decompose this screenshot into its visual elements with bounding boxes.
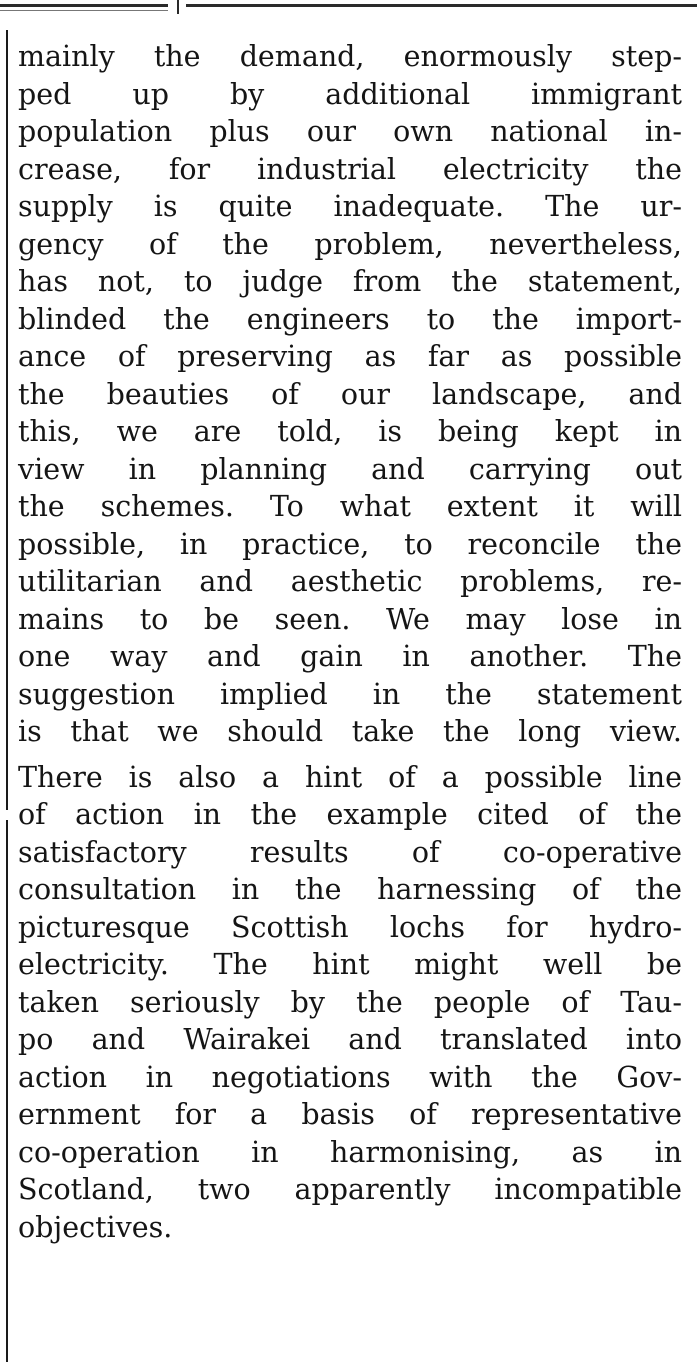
text-line: the schemes. To what extent it will bbox=[18, 490, 682, 523]
paragraph-1 bbox=[18, 38, 682, 751]
text-line: population plus our own national in- bbox=[18, 115, 682, 148]
text-line: taken seriously by the people of Tau- bbox=[18, 985, 682, 1019]
column-divider bbox=[177, 0, 179, 14]
text-line: utilitarian and aesthetic problems, re- bbox=[18, 565, 682, 598]
text-line: picturesque Scottish lochs for hydro- bbox=[18, 910, 682, 944]
text-line: ernment for a basis of representative bbox=[18, 1098, 682, 1131]
text-line: Scotland, two apparently incompatible bbox=[18, 1173, 682, 1206]
text-line: co-operation in harmonising, as in bbox=[18, 1135, 682, 1169]
text-line: the beauties of our landscape, and bbox=[18, 377, 682, 411]
paragraph-border-1 bbox=[6, 30, 8, 810]
article-body bbox=[18, 38, 682, 1246]
text-line: objectives. bbox=[18, 1210, 173, 1244]
text-line: mainly the demand, enormously step- bbox=[18, 40, 682, 73]
text-line: action in negotiations with the Gov- bbox=[18, 1060, 682, 1094]
top-rule-right bbox=[186, 4, 697, 7]
text-line: electricity. The hint might well be bbox=[18, 948, 682, 981]
text-line: view in planning and carrying out bbox=[18, 452, 682, 486]
text-line: consultation in the harnessing of the bbox=[18, 873, 682, 906]
text-line: one way and gain in another. The bbox=[18, 640, 682, 673]
text-line: this, we are told, is being kept in bbox=[18, 415, 682, 448]
top-rule-left bbox=[0, 4, 168, 7]
paragraph-gap bbox=[18, 751, 682, 759]
text-line: mains to be seen. We may lose in bbox=[18, 602, 682, 636]
text-line: blinded the engineers to the import- bbox=[18, 302, 682, 336]
paragraph-border-2 bbox=[6, 820, 8, 1362]
text-line: ped up by additional immigrant bbox=[18, 77, 682, 111]
text-line: of action in the example cited of the bbox=[18, 798, 682, 831]
text-line: gency of the problem, nevertheless, bbox=[18, 227, 682, 261]
text-line: There is also a hint of a possible line bbox=[18, 760, 682, 794]
text-line: satisfactory results of co-operative bbox=[18, 835, 682, 869]
text-line: ance of preserving as far as possible bbox=[18, 340, 682, 373]
top-rule-thin bbox=[0, 10, 168, 11]
text-line: crease, for industrial electricity the bbox=[18, 152, 682, 186]
text-line: supply is quite inadequate. The ur- bbox=[18, 190, 682, 223]
text-line: possible, in practice, to reconcile the bbox=[18, 527, 682, 561]
text-line: has not, to judge from the statement, bbox=[18, 265, 682, 298]
text-line: is that we should take the long view. bbox=[18, 715, 682, 748]
text-line: suggestion implied in the statement bbox=[18, 677, 682, 711]
paragraph-2 bbox=[18, 759, 682, 1247]
text-line: po and Wairakei and translated into bbox=[18, 1023, 682, 1056]
